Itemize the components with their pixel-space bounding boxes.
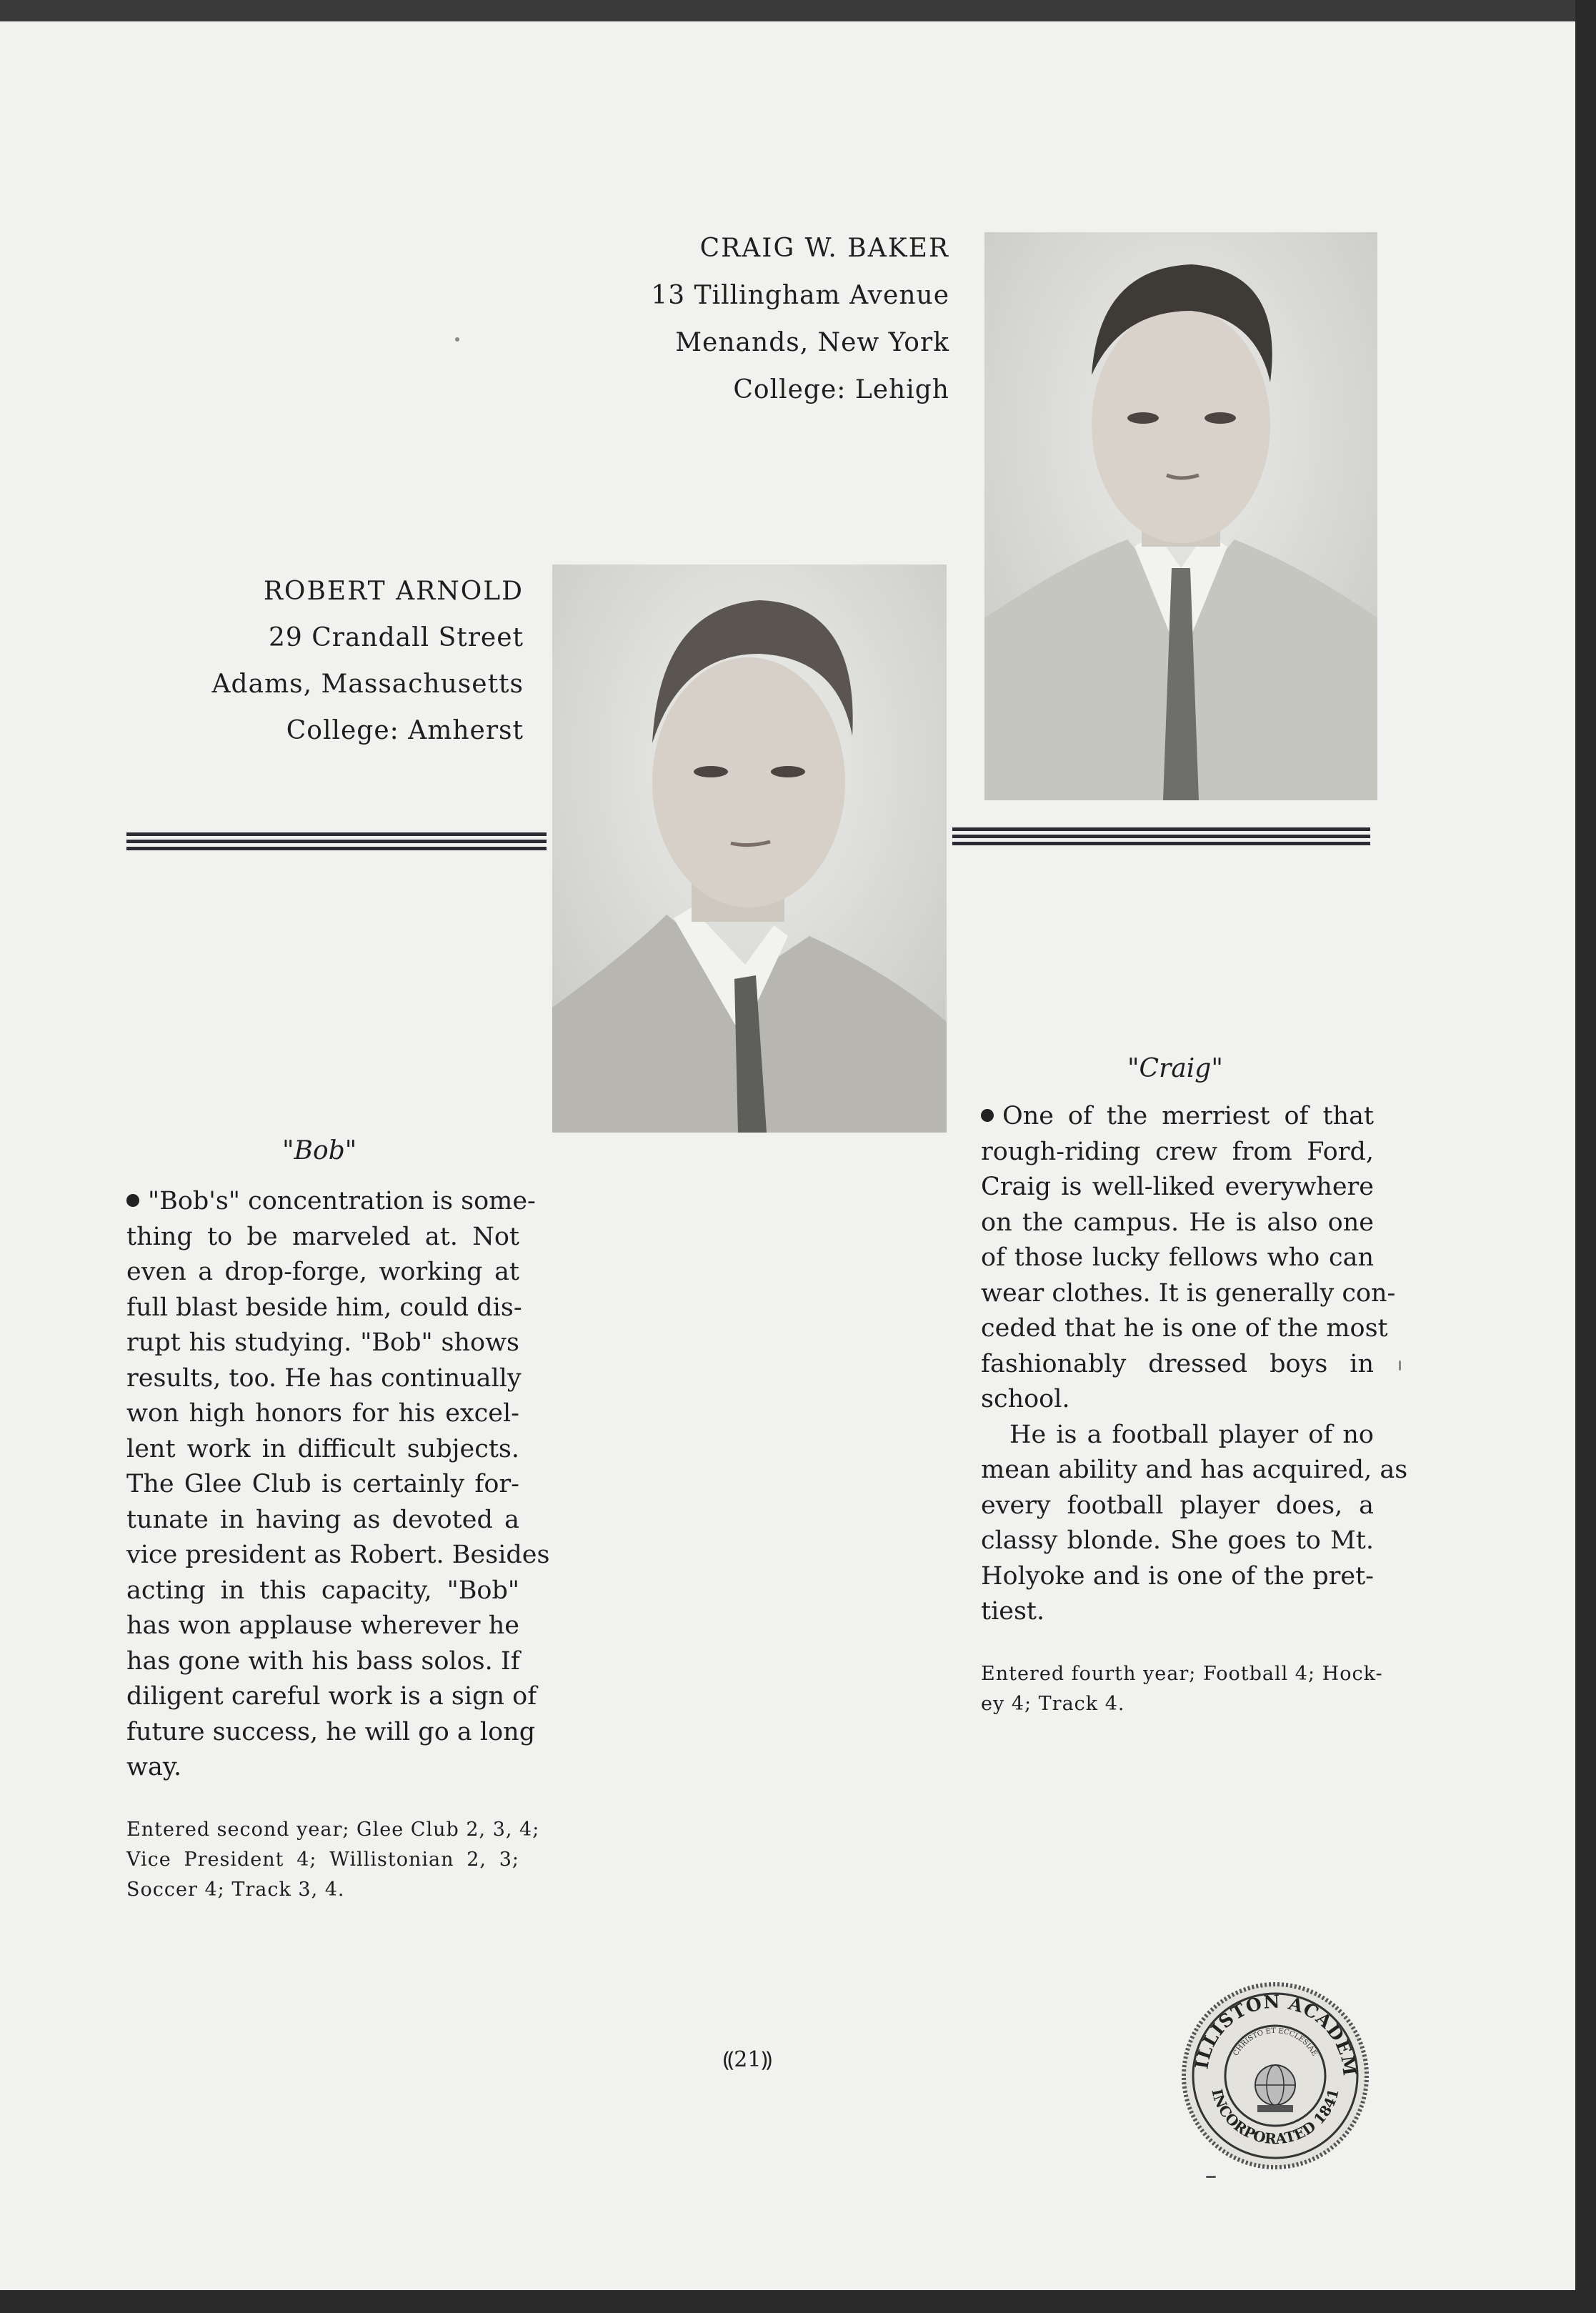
scan-speck — [455, 337, 459, 342]
bullet-icon — [981, 1109, 994, 1122]
college: College: Lehigh — [733, 375, 949, 404]
record-line: Soccer 4; Track 3, 4. — [126, 1879, 345, 1901]
scan-speck — [1399, 1361, 1401, 1371]
baker-nickname: "Craig" — [1127, 1054, 1223, 1083]
arnold-activities-record — [126, 1815, 540, 1905]
globe-icon — [1255, 2065, 1295, 2112]
bio-line: full blast beside him, could dis- — [126, 1293, 522, 1322]
seal-motto: CHRISTO ET ECCLESIAE — [1232, 2026, 1319, 2058]
record-line: ey 4; Track 4. — [981, 1693, 1125, 1715]
bio-line: on the campus. He is also one — [981, 1208, 1374, 1237]
city-address: Adams, Massachusetts — [211, 670, 524, 699]
record-line: Vice President 4; Willistonian 2, 3; — [126, 1849, 519, 1871]
bio-line: every football player does, a — [981, 1491, 1374, 1520]
bio-line: results, too. He has continually — [126, 1363, 522, 1393]
seal-top-text: ILLISTON ACADEM — [1191, 1991, 1360, 2078]
bio-line: future success, he will go a long — [126, 1717, 536, 1746]
scan-right-border — [1575, 0, 1596, 2313]
arnold-nickname: "Bob" — [282, 1136, 357, 1165]
bio-line: even a drop-forge, working at — [126, 1258, 519, 1286]
bio-line: "Bob's" concentration is some- — [148, 1187, 536, 1215]
bio-line: won high honors for his excel- — [126, 1399, 519, 1428]
bio-line: tunate in having as devoted a — [126, 1505, 519, 1534]
arnold-biography — [126, 1184, 550, 1786]
bio-line: Holyoke and is one of the pret- — [981, 1561, 1374, 1591]
baker-address-block — [651, 225, 949, 414]
student-name: CRAIG W. BAKER — [699, 234, 949, 263]
page-number-value: 21 — [734, 2047, 762, 2072]
scan-top-border — [0, 0, 1596, 21]
bio-line: diligent careful work is a sign of — [126, 1682, 537, 1711]
baker-biography — [981, 1099, 1408, 1630]
scan-bottom-border — [0, 2290, 1596, 2313]
student-name: ROBERT ARNOLD — [263, 577, 524, 606]
bio-line: He is a football player of no — [1009, 1420, 1374, 1449]
bio-line: Craig is well-liked everywhere — [981, 1173, 1374, 1201]
bio-line: wear clothes. It is generally con- — [981, 1278, 1396, 1308]
bio-line: acting in this capacity, "Bob" — [126, 1576, 519, 1605]
baker-portrait-photo — [984, 232, 1377, 800]
bio-line: rupt his studying. "Bob" shows — [126, 1328, 519, 1357]
scan-speck — [1206, 2176, 1216, 2178]
page-number: ⸨21⸩ — [723, 2047, 772, 2072]
bio-line: vice president as Robert. Besides — [126, 1541, 550, 1569]
bio-line: ceded that he is one of the most — [981, 1314, 1388, 1343]
baker-activities-record — [981, 1659, 1383, 1719]
bio-line: has won applause wherever he — [126, 1611, 519, 1640]
academy-seal — [1179, 1979, 1372, 2172]
record-line: Entered second year; Glee Club 2, 3, 4; — [126, 1819, 540, 1841]
left-double-rule — [126, 832, 547, 852]
bullet-icon — [126, 1194, 139, 1207]
bio-line: classy blonde. She goes to Mt. — [981, 1526, 1374, 1555]
arnold-portrait-photo — [552, 564, 947, 1133]
bio-line: The Glee Club is certainly for- — [126, 1470, 519, 1498]
college: College: Amherst — [286, 716, 524, 745]
bio-line: mean ability and has acquired, as — [981, 1456, 1408, 1484]
bio-line: lent work in difficult subjects. — [126, 1434, 519, 1463]
street-address: 29 Crandall Street — [268, 623, 524, 652]
seal-bottom-text: INCORPORATED 1841 — [1208, 2086, 1342, 2148]
city-address: Menands, New York — [675, 328, 949, 357]
bio-line: has gone with his bass solos. If — [126, 1646, 520, 1676]
bio-line: way. — [126, 1753, 182, 1781]
street-address: 13 Tillingham Avenue — [651, 281, 949, 310]
right-double-rule — [952, 827, 1370, 847]
bio-line: of those lucky fellows who can — [981, 1243, 1374, 1272]
bio-line: rough-riding crew from Ford, — [981, 1137, 1374, 1166]
bio-line: One of the merriest of that — [1002, 1102, 1374, 1130]
arnold-address-block — [212, 568, 524, 754]
bio-line: fashionably dressed boys in — [981, 1349, 1374, 1378]
record-line: Entered fourth year; Football 4; Hock- — [981, 1663, 1383, 1685]
bio-line: thing to be marveled at. Not — [126, 1222, 519, 1251]
bio-line: school. — [981, 1385, 1070, 1413]
bio-line: tiest. — [981, 1597, 1045, 1626]
